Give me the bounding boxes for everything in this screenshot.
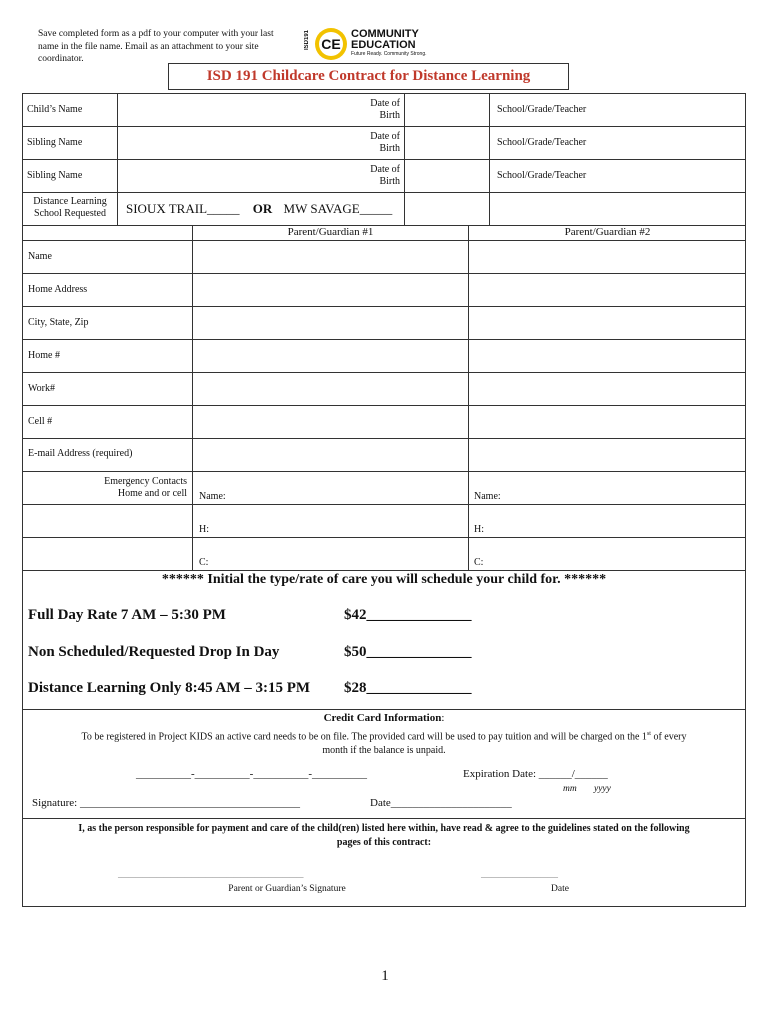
full-day-rate-price[interactable]: $42______________ xyxy=(344,607,472,623)
credit-card-text-line-1 xyxy=(30,727,738,744)
drop-in-rate-label: Non Scheduled/Requested Drop In Day xyxy=(28,644,280,660)
dob-line-1: Date of xyxy=(370,131,400,142)
emergency-contacts-label xyxy=(60,476,187,500)
full-day-rate-label: Full Day Rate 7 AM – 5:30 PM xyxy=(28,607,226,623)
sibling-2-name-label: Sibling Name xyxy=(27,170,83,181)
guardian-2-cell-field[interactable] xyxy=(469,406,745,438)
logo-line-1: COMMUNITY xyxy=(351,28,419,40)
sibling-1-name-label: Sibling Name xyxy=(27,137,83,148)
guardian-2-name-field[interactable] xyxy=(469,241,745,273)
page-number: 1 xyxy=(381,968,389,984)
credit-card-instructions xyxy=(30,727,738,758)
sibling-1-school-label: School/Grade/Teacher xyxy=(497,137,587,148)
expiration-month-hint: mm xyxy=(563,784,577,794)
note-line-3: coordinator. xyxy=(38,54,84,64)
card-number-field[interactable]: __________-__________-__________-__________ xyxy=(136,768,367,780)
child-school-field[interactable] xyxy=(595,93,745,126)
child-name-label: Child’s Name xyxy=(27,104,83,115)
sibling-2-dob-field[interactable] xyxy=(405,159,489,192)
sibling-2-school-label: School/Grade/Teacher xyxy=(497,170,587,181)
guardian-2-city-field[interactable] xyxy=(469,307,745,339)
cc-signature-field[interactable]: Signature: ________________________________________ xyxy=(32,797,300,809)
emergency-1-name-label: Name: xyxy=(199,491,226,502)
emergency-1-home-field[interactable] xyxy=(215,505,468,536)
home-phone-label: Home # xyxy=(28,350,60,361)
guardian-2-address-field[interactable] xyxy=(469,274,745,306)
emergency-1-home-label: H: xyxy=(199,524,209,535)
child-dob-label xyxy=(340,98,400,122)
guardian-2-home-field[interactable] xyxy=(469,340,745,372)
logo-tagline: Future Ready. Community Strong. xyxy=(351,51,427,57)
guardian-1-home-field[interactable] xyxy=(193,340,468,372)
distance-learning-rate-price[interactable]: $28______________ xyxy=(344,680,472,696)
page-title: ISD 191 Childcare Contract for Distance Learning xyxy=(168,63,569,90)
instructions-note xyxy=(38,28,293,66)
guardian-date-label: Date xyxy=(551,884,569,894)
emergency-2-cell-label: C: xyxy=(474,557,484,568)
guardian-1-name-field[interactable] xyxy=(193,241,468,273)
credit-card-heading xyxy=(22,712,746,724)
cell-phone-label: Cell # xyxy=(28,416,53,427)
agreement-line-1: I, as the person responsible for payment and care of the child(ren) listed here within, have read & agree to the guidelines stated on the following xyxy=(78,823,690,834)
school-requested-label xyxy=(24,196,116,220)
logo-line-2: EDUCATION xyxy=(351,39,416,51)
sioux-trail-option[interactable]: SIOUX TRAIL_____ xyxy=(126,201,240,216)
mw-savage-option[interactable]: MW SAVAGE_____ xyxy=(283,201,393,216)
sibling-1-dob-field[interactable] xyxy=(405,126,489,159)
emergency-2-name-field[interactable] xyxy=(510,472,745,503)
guardian-1-address-field[interactable] xyxy=(193,274,468,306)
sibling-2-dob-label xyxy=(340,164,400,188)
guardian-1-work-field[interactable] xyxy=(193,373,468,405)
email-label: E-mail Address (required) xyxy=(28,448,133,459)
emergency-1-name-field[interactable] xyxy=(235,472,468,503)
sibling-1-dob-label xyxy=(340,131,400,155)
guardian-1-city-field[interactable] xyxy=(193,307,468,339)
guardian-2-email-field[interactable] xyxy=(469,439,745,471)
emergency-line-2: Home and or cell xyxy=(117,488,187,499)
credit-card-heading-colon: : xyxy=(441,712,445,724)
emergency-1-cell-label: C: xyxy=(199,557,209,568)
guardian-date-line[interactable]: ______________________ xyxy=(481,871,558,879)
logo-monogram: CE xyxy=(321,36,341,52)
guardian-1-header: Parent/Guardian #1 xyxy=(287,226,374,238)
cc-date-field[interactable]: Date______________________ xyxy=(370,797,512,809)
distance-learning-rate-label: Distance Learning Only 8:45 AM – 3:15 PM xyxy=(28,680,311,696)
agreement-statement xyxy=(30,822,738,850)
emergency-2-home-label: H: xyxy=(474,524,484,535)
guardian-1-email-field[interactable] xyxy=(193,439,468,471)
dob-line-1: Date of xyxy=(370,164,400,175)
drop-in-rate-price[interactable]: $50______________ xyxy=(344,644,472,660)
cc-text-part-1: To be registered in Project KIDS an active card needs to be on file. The provided card will be used to pay tuition and will be charged on the 1 xyxy=(81,731,647,743)
guardian-2-work-field[interactable] xyxy=(469,373,745,405)
cc-text-sup: st xyxy=(646,731,651,737)
guardian-name-label: Name xyxy=(28,251,52,262)
sibling-1-school-field[interactable] xyxy=(595,126,745,159)
community-education-logo xyxy=(304,26,444,62)
work-phone-label: Work# xyxy=(28,383,55,394)
expiration-date-field[interactable]: Expiration Date: ______/______ xyxy=(463,768,608,780)
expiration-year-hint: yyyy xyxy=(594,784,611,794)
note-line-1: Save completed form as a pdf to your computer with your last xyxy=(38,29,274,39)
sibling-2-school-field[interactable] xyxy=(595,159,745,192)
dob-line-2: Birth xyxy=(379,110,400,121)
emergency-2-name-label: Name: xyxy=(474,491,501,502)
school-requested-line-2: School Requested xyxy=(34,208,106,219)
or-label: OR xyxy=(252,201,273,216)
city-state-zip-label: City, State, Zip xyxy=(28,317,89,328)
guardian-2-header: Parent/Guardian #2 xyxy=(564,226,651,238)
dob-line-2: Birth xyxy=(379,143,400,154)
guardian-1-cell-field[interactable] xyxy=(193,406,468,438)
child-dob-field[interactable] xyxy=(405,93,489,126)
guardian-signature-line[interactable]: _____________________________________________________ xyxy=(118,871,304,879)
logo-wordmark xyxy=(351,29,427,58)
dob-line-2: Birth xyxy=(379,176,400,187)
logo-isd-text: ISD191 xyxy=(304,30,310,51)
emergency-1-cell-field[interactable] xyxy=(215,538,468,569)
emergency-2-home-field[interactable] xyxy=(490,505,745,536)
emergency-line-1: Emergency Contacts xyxy=(104,476,187,487)
cc-text-part-2: of every xyxy=(650,731,687,743)
rates-heading: ****** Initial the type/rate of care you will schedule your child for. ****** xyxy=(161,572,607,587)
school-options xyxy=(126,201,392,217)
credit-card-text-line-2: month if the balance is unpaid. xyxy=(322,745,446,757)
child-school-label: School/Grade/Teacher xyxy=(497,104,587,115)
agreement-line-2: pages of this contract: xyxy=(336,837,432,848)
emergency-2-cell-field[interactable] xyxy=(490,538,745,569)
note-line-2: name in the file name. Email as an attachment to your site xyxy=(38,41,259,52)
guardian-signature-label: Parent or Guardian’s Signature xyxy=(228,884,346,894)
credit-card-heading-text: Credit Card Information xyxy=(323,712,442,724)
dob-line-1: Date of xyxy=(370,98,400,109)
home-address-label: Home Address xyxy=(28,284,88,295)
school-requested-line-1: Distance Learning xyxy=(33,196,107,207)
